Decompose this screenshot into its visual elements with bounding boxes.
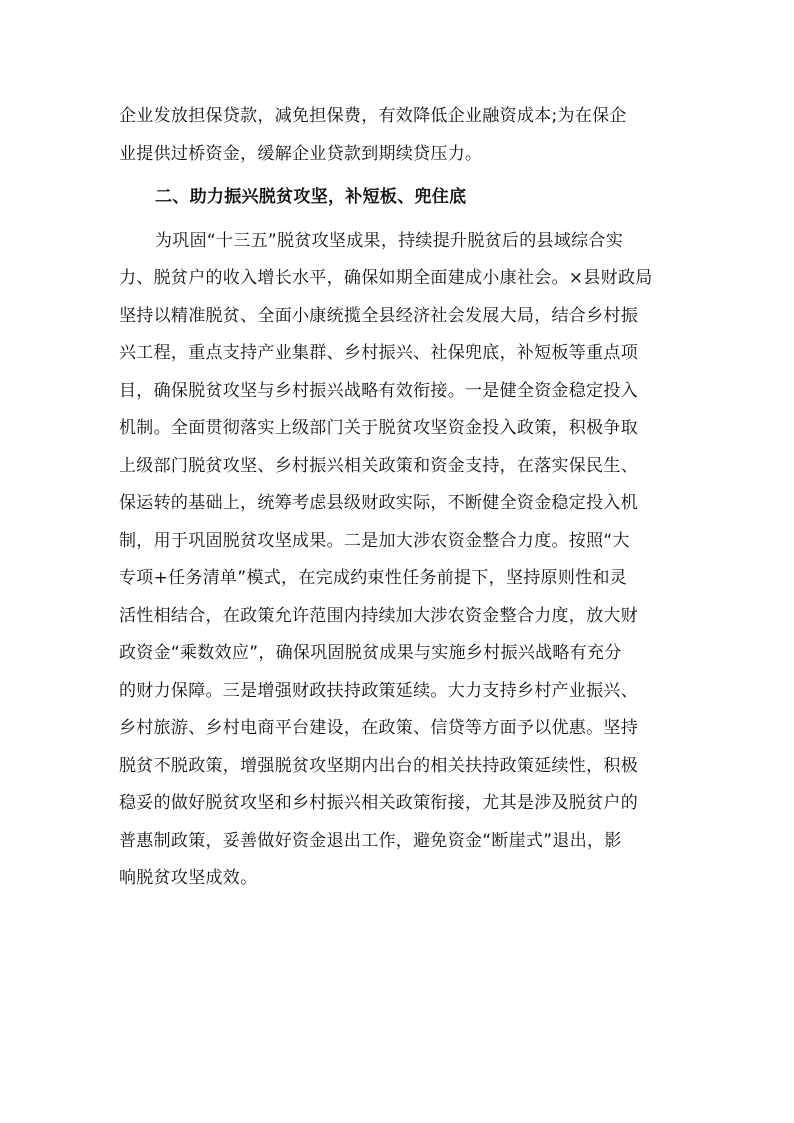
text-line: 兴工程，重点支持产业集群、乡村振兴、社保兜底，补短板等重点项 [119,343,638,363]
text-line: 脱贫不脱政策，增强脱贫攻坚期内出台的相关扶持政策延续性，积极 [119,755,638,776]
text-line: 响脱贫攻坚成效。 [119,868,258,888]
text-line: 制，用于巩固脱贫攻坚成果。二是加大涉农资金整合力度。按照“大 [119,530,630,551]
text-line: 上级部门脱贫攻坚、乡村振兴相关政策和资金支持，在落实保民生、 [119,455,638,476]
text-line: 专项+任务清单”模式，在完成约束性任务前提下，坚持原则性和灵 [119,568,628,588]
text-line: 乡村旅游、乡村电商平台建设，在政策、信贷等方面予以优惠。坚持 [119,718,638,738]
paragraph-main [119,223,675,898]
document-body [119,98,675,898]
text-line: 机制。全面贯彻落实上级部门关于脱贫攻坚资金投入政策，积极争取 [119,418,638,438]
text-line: 活性相结合，在政策允许范围内持续加大涉农资金整合力度，放大财 [119,605,638,626]
text-line: 企业发放担保贷款，减免担保费，有效降低企业融资成本;为在保企 [119,106,627,126]
text-line: 稳妥的做好脱贫攻坚和乡村振兴相关政策衔接，尤其是涉及脱贫户的 [119,793,638,813]
section-heading: 二、助力振兴脱贫攻坚，补短板、兜住底 [155,187,467,207]
text-line: 普惠制政策，妥善做好资金退出工作，避免资金“断崖式”退出，影 [119,830,622,851]
text-line: 保运转的基础上，统筹考虑县级财政实际，不断健全资金稳定投入机 [119,493,638,513]
text-line: 坚持以精准脱贫、全面小康统揽全县经济社会发展大局，结合乡村振 [119,305,638,326]
text-line: 业提供过桥资金，缓解企业贷款到期续贷压力。 [119,143,483,164]
text-line: 为巩固“十三五”脱贫攻坚成果，持续提升脱贫后的县域综合实 [155,230,624,251]
text-line: 目，确保脱贫攻坚与乡村振兴战略有效衔接。一是健全资金稳定投入 [119,380,638,401]
text-line: 力、脱贫户的收入增长水平，确保如期全面建成小康社会。×县财政局 [119,268,653,288]
text-line: 政资金“乘数效应”，确保巩固脱贫成果与实施乡村振兴战略有充分 [119,643,622,663]
text-line: 的财力保障。三是增强财政扶持政策延续。大力支持乡村产业振兴、 [119,680,638,701]
paragraph-continuation [119,98,675,173]
